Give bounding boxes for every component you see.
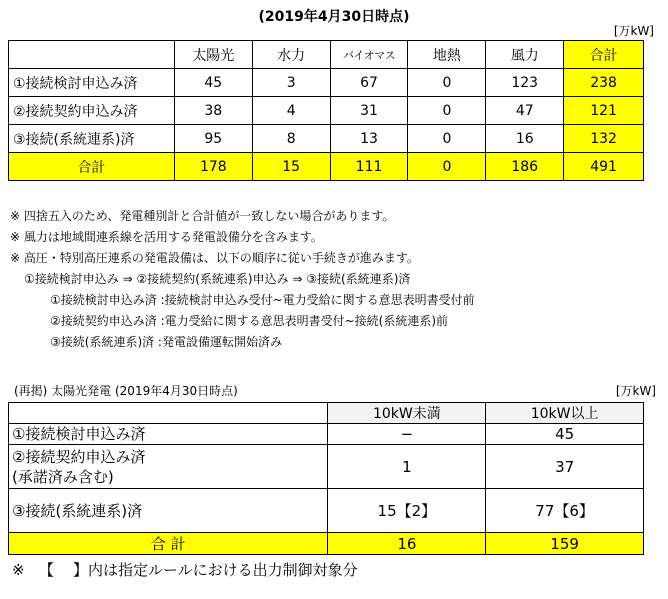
cell: 45 [486, 424, 644, 445]
solar-table [8, 402, 644, 555]
header-hydro: 水力 [252, 41, 330, 69]
cell: 15 [252, 153, 330, 181]
total-label: 合計 [9, 153, 175, 181]
cell: 95 [174, 125, 252, 153]
notes-section [10, 206, 475, 353]
cell: 31 [330, 97, 408, 125]
cell: 38 [174, 97, 252, 125]
header-corner [9, 41, 175, 69]
unit-label: [万kW] [615, 384, 656, 398]
header-solar: 太陽光 [174, 41, 252, 69]
header-over-10kw: 10kW以上 [486, 403, 644, 424]
definition-1: ①接続検討申込み済 :接続検討申込み受付~電力受給に関する意思表明書受付前 [50, 293, 475, 307]
row-label: ①接続検討申込み済 [9, 424, 328, 445]
table-row [9, 424, 644, 445]
cell: 159 [486, 533, 644, 555]
cell: 45 [174, 69, 252, 97]
definition-2: ②接続契約申込み済 :電力受給に関する意思表明書受付~接続(系統連系)前 [50, 314, 449, 328]
cell-total: 121 [564, 97, 644, 125]
page-title: (2019年4月30日時点) [258, 9, 410, 25]
header-corner [9, 403, 328, 424]
cell: 1 [328, 445, 486, 489]
cell: 37 [486, 445, 644, 489]
total-row [9, 153, 644, 181]
cell: − [328, 424, 486, 445]
cell: 123 [486, 69, 564, 97]
header-biomass: バイオマス [330, 41, 408, 69]
header-under-10kw: 10kW未満 [328, 403, 486, 424]
cell: 0 [408, 125, 486, 153]
cell-total: 132 [564, 125, 644, 153]
row-label-line1: ②接続契約申込み済 [12, 447, 146, 466]
cell: 47 [486, 97, 564, 125]
cell: 111 [330, 153, 408, 181]
row-label: ②接続契約申込み済 [9, 97, 175, 125]
total-row [9, 533, 644, 555]
cell: 67 [330, 69, 408, 97]
cell-total: 238 [564, 69, 644, 97]
footnote: ※ 【 】内は指定ルールにおける出力制御対象分 [12, 561, 358, 579]
header-wind: 風力 [486, 41, 564, 69]
unit-label: [万kW] [613, 24, 654, 38]
row-label: ①接続検討申込み済 [9, 69, 175, 97]
table-row [9, 125, 644, 153]
note-wind: ※ 風力は地域間連系線を活用する発電設備分を含みます。 [10, 230, 323, 244]
cell: 3 [252, 69, 330, 97]
cell: 16 [328, 533, 486, 555]
cell: 0 [408, 69, 486, 97]
table-header-row [9, 403, 644, 424]
cell: 0 [408, 153, 486, 181]
header-total: 合計 [564, 41, 644, 69]
header-geothermal: 地熱 [408, 41, 486, 69]
cell: 16 [486, 125, 564, 153]
table-row [9, 97, 644, 125]
cell-total: 491 [564, 153, 644, 181]
cell: 77【6】 [486, 489, 644, 533]
procedure-flow: ①接続検討申込み ⇒ ②接続契約(系統連系)申込み ⇒ ③接続(系統連系)済 [24, 272, 411, 286]
capacity-table [8, 40, 644, 181]
note-procedure: ※ 高圧・特別高圧連系の発電設備は、以下の順序に従い手続きが進みます。 [10, 251, 419, 265]
table-row [9, 489, 644, 533]
definition-3: ③接続(系統連系)済 :発電設備運転開始済み [50, 335, 282, 349]
total-label: 合 計 [9, 533, 328, 555]
cell: 13 [330, 125, 408, 153]
row-label: ③接続(系統連系)済 [9, 125, 175, 153]
row-label [9, 445, 328, 489]
table-header-row [9, 41, 644, 69]
table-row [9, 69, 644, 97]
section-title: (再掲) 太陽光発電 (2019年4月30日時点) [14, 384, 238, 398]
cell: 8 [252, 125, 330, 153]
cell: 178 [174, 153, 252, 181]
table-row [9, 445, 644, 489]
note-rounding: ※ 四捨五入のため、発電種別計と合計値が一致しない場合があります。 [10, 209, 395, 223]
cell: 186 [486, 153, 564, 181]
cell: 0 [408, 97, 486, 125]
cell: 15【2】 [328, 489, 486, 533]
cell: 4 [252, 97, 330, 125]
row-label: ③接続(系統連系)済 [9, 489, 328, 533]
row-label-line2: (承諾済み含む) [12, 467, 114, 486]
